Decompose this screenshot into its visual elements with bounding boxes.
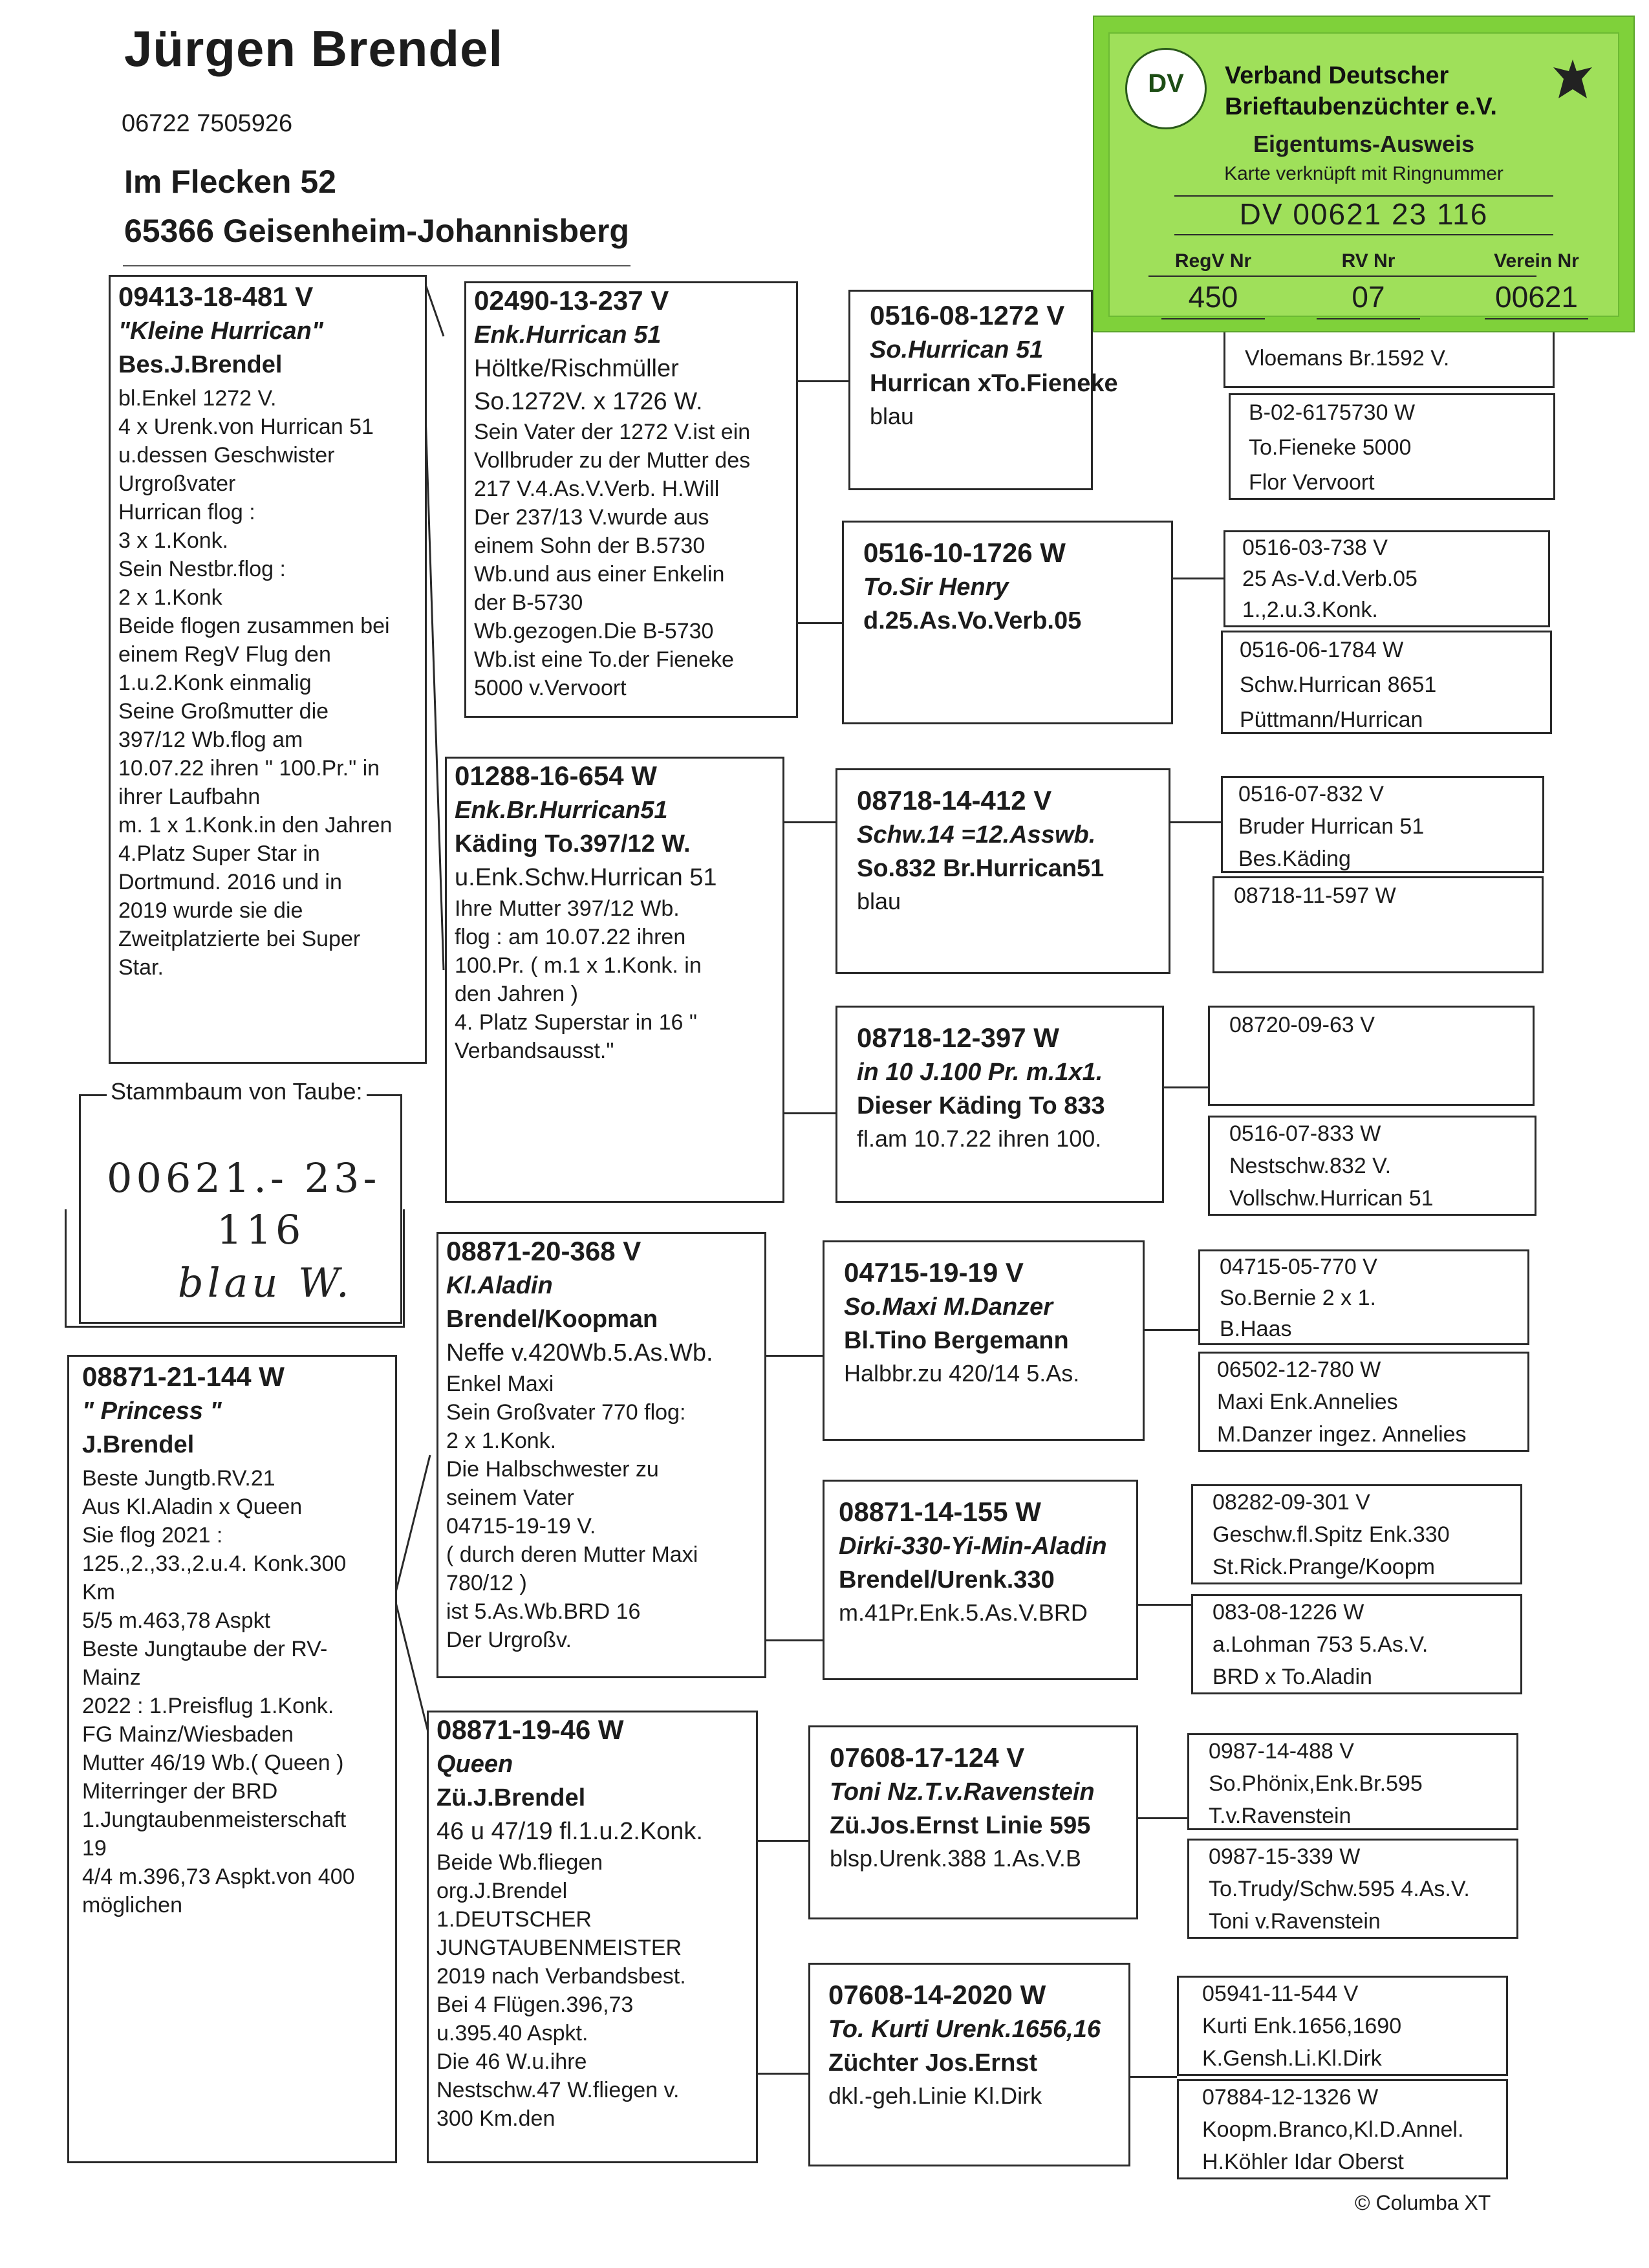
gen4-line: 0987-14-488 V [1209, 1739, 1354, 1764]
gen3-line3: Zü.Jos.Ernst Linie 595 [830, 1812, 1091, 1839]
card-rv-label: RV Nr [1341, 250, 1396, 272]
header-rule [123, 265, 630, 266]
gen4-line: Vloemans Br.1592 V. [1245, 346, 1450, 371]
card-regv-value: 450 [1188, 280, 1238, 314]
note-line: 1.u.2.Konk einmalig [118, 671, 312, 695]
note-line: org.J.Brendel [436, 1879, 568, 1903]
mm-ring: 08871-19-46 W [436, 1714, 624, 1745]
ownership-card [1093, 16, 1635, 332]
note-line: Die Halbschwester zu [446, 1457, 659, 1482]
note-line: einem RegV Flug den [118, 642, 331, 667]
gen3-card [808, 1963, 1130, 2166]
note-line: Wb.gezogen.Die B-5730 [474, 619, 714, 643]
handwritten-color-sex: blau W. [178, 1259, 353, 1306]
gen4-line: Nestschw.832 V. [1229, 1154, 1392, 1178]
gen4-line: So.Phönix,Enk.Br.595 [1209, 1771, 1423, 1796]
gen4-line: 25 As-V.d.Verb.05 [1242, 567, 1417, 591]
note-line: 780/12 ) [446, 1571, 527, 1595]
note-line: So.1272V. x 1726 W. [474, 388, 703, 415]
note-line: 10.07.22 ihren " 100.Pr." in [118, 756, 380, 781]
note-line: 125.,2.,33.,2.u.4. Konk.300 [82, 1551, 347, 1576]
note-line: Sein Vater der 1272 V.ist ein [474, 420, 751, 444]
father-card [109, 275, 427, 1064]
gen3-ring: 07608-14-2020 W [828, 1980, 1046, 2010]
gen4-line: 0516-07-832 V [1238, 782, 1384, 806]
note-line: ist 5.As.Wb.BRD 16 [446, 1599, 641, 1624]
card-verein-label: Verein Nr [1494, 250, 1579, 272]
gen3-card [842, 521, 1173, 724]
owner-street: Im Flecken 52 [124, 164, 336, 200]
father-ring: 09413-18-481 V [118, 281, 314, 312]
note-line: 300 Km.den [436, 2106, 555, 2131]
note-line: Zweitplatzierte bei Super [118, 927, 361, 951]
note-line: 2 x 1.Konk. [446, 1429, 557, 1453]
note-line: bl.Enkel 1272 V. [118, 386, 277, 411]
note-line: ihrer Laufbahn [118, 784, 261, 809]
vdb-logo-icon [1125, 48, 1207, 129]
note-line: Sein Nestbr.flog : [118, 557, 286, 581]
gen4-line: Geschw.fl.Spitz Enk.330 [1212, 1522, 1450, 1547]
gen3-ring: 0516-10-1726 W [863, 537, 1066, 568]
note-line: flog : am 10.07.22 ihren [455, 925, 686, 949]
gen4-line: To.Trudy/Schw.595 4.As.V. [1209, 1877, 1470, 1901]
fm-ring: 01288-16-654 W [455, 761, 657, 791]
note-line: Seine Großmutter die [118, 699, 329, 724]
gen3-name: So.Maxi M.Danzer [844, 1293, 1053, 1321]
gen4-line: T.v.Ravenstein [1209, 1804, 1352, 1828]
card-rule [1148, 275, 1536, 277]
note-line: 4.Platz Super Star in [118, 841, 320, 866]
gen4-card [1229, 393, 1555, 500]
gen4-card [1212, 876, 1544, 973]
gen4-line: So.Bernie 2 x 1. [1220, 1286, 1376, 1310]
gen3-name: Schw.14 =12.Asswb. [857, 821, 1096, 848]
ff-ring: 02490-13-237 V [474, 285, 669, 316]
note-line: Miterringer der BRD [82, 1779, 278, 1804]
gen4-card [1177, 1976, 1508, 2076]
gen4-card [1223, 530, 1550, 627]
note-line: 04715-19-19 V. [446, 1514, 596, 1539]
gen4-line: B-02-6175730 W [1249, 400, 1416, 425]
gen3-note: Halbbr.zu 420/14 5.As. [844, 1360, 1080, 1387]
gen3-note: dkl.-geh.Linie Kl.Dirk [828, 2082, 1042, 2109]
note-line: 2019 wurde sie die [118, 898, 303, 923]
eagle-emblem-icon [1547, 53, 1599, 111]
gen4-line: BRD x To.Aladin [1212, 1665, 1372, 1689]
note-line: u.395.40 Aspkt. [436, 2021, 588, 2046]
note-line: 5000 v.Vervoort [474, 676, 627, 700]
ff-name: Enk.Hurrican 51 [474, 321, 662, 349]
mm-name: Queen [436, 1751, 513, 1778]
note-line: 2 x 1.Konk [118, 585, 222, 610]
gen3-note: m.41Pr.Enk.5.As.V.BRD [839, 1599, 1088, 1626]
gen4-line: To.Fieneke 5000 [1249, 435, 1412, 460]
gen3-line3: Züchter Jos.Ernst [828, 2049, 1038, 2077]
gen4-line: M.Danzer ingez. Annelies [1217, 1422, 1467, 1447]
mother-name: " Princess " [82, 1398, 222, 1425]
note-line: 3 x 1.Konk. [118, 528, 229, 553]
gen3-ring: 07608-17-124 V [830, 1742, 1025, 1773]
ownership-card-inner [1108, 32, 1619, 317]
gen4-line: Toni v.Ravenstein [1209, 1909, 1381, 1934]
gen4-line: 0516-03-738 V [1242, 535, 1388, 560]
gen4-card [1221, 631, 1552, 734]
card-rule [1174, 234, 1553, 235]
stammbaum-cutout-frame [65, 1209, 405, 1328]
gen4-line: B.Haas [1220, 1317, 1292, 1341]
card-rule [1485, 318, 1588, 319]
gen3-line3: Dieser Käding To 833 [857, 1092, 1105, 1119]
gen4-line: 083-08-1226 W [1212, 1600, 1364, 1625]
note-line: Mainz [82, 1665, 141, 1690]
card-regv-label: RegV Nr [1174, 250, 1252, 272]
vdb-logo-text: DV [1148, 69, 1184, 98]
note-line: Enkel Maxi [446, 1372, 554, 1396]
note-line: Beide flogen zusammen bei [118, 614, 390, 638]
note-line: 19 [82, 1836, 107, 1861]
note-line: 2019 nach Verbandsbest. [436, 1964, 686, 1989]
gen4-line: 04715-05-770 V [1220, 1255, 1377, 1279]
ff-owner: Höltke/Rischmüller [474, 355, 679, 382]
gen3-note: blau [857, 888, 901, 914]
owner-name: Jürgen Brendel [124, 20, 504, 77]
note-line: Die 46 W.u.ihre [436, 2049, 587, 2074]
note-line: 217 V.4.As.V.Verb. H.Will [474, 477, 720, 501]
card-ring-number: DV 00621 23 116 [1239, 197, 1489, 231]
gen3-line3: Hurrican xTo.Fieneke [870, 370, 1118, 397]
gen4-line: H.Köhler Idar Oberst [1202, 2150, 1404, 2174]
copyright: © Columba XT [1355, 2191, 1491, 2214]
note-line: 4 x Urenk.von Hurrican 51 [118, 415, 374, 439]
gen3-name: To.Sir Henry [863, 574, 1009, 601]
gen3-card [835, 768, 1170, 974]
father-name: "Kleine Hurrican" [118, 318, 323, 345]
note-line: 4/4 m.396,73 Aspkt.von 400 [82, 1864, 355, 1889]
gen4-card [1191, 1484, 1522, 1584]
note-line: Dortmund. 2016 und in [118, 870, 342, 894]
gen4-line: 0987-15-339 W [1209, 1844, 1361, 1869]
note-line: m. 1 x 1.Konk.in den Jahren [118, 813, 393, 837]
gen3-name: in 10 J.100 Pr. m.1x1. [857, 1059, 1103, 1086]
gen4-line: 08720-09-63 V [1229, 1013, 1375, 1037]
note-line: 1.DEUTSCHER [436, 1907, 592, 1932]
gen4-line: Püttmann/Hurrican [1240, 707, 1423, 732]
mf-card [436, 1232, 766, 1678]
note-line: Wb.und aus einer Enkelin [474, 562, 725, 587]
gen4-card [1187, 1839, 1518, 1939]
gen4-line: Schw.Hurrican 8651 [1240, 673, 1437, 697]
gen3-note: blsp.Urenk.388 1.As.V.B [830, 1845, 1081, 1872]
gen4-line: Bruder Hurrican 51 [1238, 814, 1425, 839]
note-line: Mutter 46/19 Wb.( Queen ) [82, 1751, 344, 1775]
gen4-line: 0516-07-833 W [1229, 1121, 1381, 1146]
note-line: 5/5 m.463,78 Aspkt [82, 1608, 271, 1633]
gen4-card [1177, 2079, 1508, 2179]
note-line: JUNGTAUBENMEISTER [436, 1936, 682, 1960]
gen3-card [823, 1480, 1138, 1680]
gen4-line: 08718-11-597 W [1234, 883, 1396, 908]
mm-card [427, 1711, 758, 2163]
gen3-line3: So.832 Br.Hurrican51 [857, 855, 1105, 882]
father-owner: Bes.J.Brendel [118, 351, 283, 378]
gen3-name: To. Kurti Urenk.1656,16 [828, 2016, 1101, 2043]
card-rule [1161, 318, 1265, 319]
owner-phone: 06722 7505926 [122, 110, 293, 137]
note-line: 397/12 Wb.flog am [118, 728, 303, 752]
note-line: Bei 4 Flügen.396,73 [436, 1993, 634, 2017]
handwritten-ring-line1: 00621.- 23- [107, 1154, 381, 1202]
gen3-ring: 08718-14-412 V [857, 785, 1052, 815]
mf-owner: Brendel/Koopman [446, 1306, 658, 1333]
fm-owner: Käding To.397/12 W. [455, 830, 691, 858]
gen4-line: 05941-11-544 V [1202, 1982, 1359, 2006]
note-line: der B-5730 [474, 590, 583, 615]
note-line: Wb.ist eine To.der Fieneke [474, 647, 734, 672]
gen4-line: Kurti Enk.1656,1690 [1202, 2014, 1402, 2038]
note-line: Beste Jungtb.RV.21 [82, 1466, 275, 1491]
note-line: Vollbruder zu der Mutter des [474, 448, 751, 473]
fm-card [445, 757, 784, 1203]
mother-owner: J.Brendel [82, 1431, 195, 1458]
note-line: FG Mainz/Wiesbaden [82, 1722, 294, 1747]
gen4-line: 07884-12-1326 W [1202, 2085, 1379, 2110]
note-line: Verbandsausst." [455, 1039, 614, 1063]
note-line: Star. [118, 955, 164, 980]
ff-card [464, 281, 798, 718]
note-line: Sein Großvater 770 flog: [446, 1400, 686, 1425]
gen4-card [1187, 1733, 1518, 1830]
note-line: Ihre Mutter 397/12 Wb. [455, 896, 680, 921]
gen3-ring: 04715-19-19 V [844, 1257, 1024, 1288]
mother-card [67, 1355, 397, 2163]
mother-notes [82, 1464, 382, 1919]
gen4-line: Vollschw.Hurrican 51 [1229, 1186, 1434, 1211]
note-line: 1.Jungtaubenmeisterschaft [82, 1808, 347, 1832]
note-line: 2022 : 1.Preisflug 1.Konk. [82, 1694, 334, 1718]
gen3-ring: 08718-12-397 W [857, 1022, 1059, 1053]
note-line: Nestschw.47 W.fliegen v. [436, 2078, 680, 2102]
note-line: 100.Pr. ( m.1 x 1.Konk. in [455, 953, 702, 978]
note-line: u.Enk.Schw.Hurrican 51 [455, 864, 717, 891]
gen3-card [835, 1006, 1164, 1203]
note-line: Km [82, 1580, 115, 1604]
card-rv-value: 07 [1352, 280, 1385, 314]
note-line: u.dessen Geschwister [118, 443, 335, 468]
gen4-line: Maxi Enk.Annelies [1217, 1390, 1398, 1414]
gen4-line: 08282-09-301 V [1212, 1490, 1370, 1515]
gen4-line: 0516-06-1784 W [1240, 638, 1404, 662]
gen3-note: fl.am 10.7.22 ihren 100. [857, 1125, 1102, 1152]
card-org-line2: Brieftaubenzüchter e.V. [1225, 93, 1497, 120]
gen4-card [1198, 1352, 1529, 1452]
gen4-line: K.Gensh.Li.Kl.Dirk [1202, 2046, 1382, 2071]
gen3-card [823, 1240, 1145, 1441]
gen4-line: Bes.Käding [1238, 847, 1351, 871]
note-line: Der 237/13 V.wurde aus [474, 505, 709, 530]
note-line: Beste Jungtaube der RV- [82, 1637, 328, 1661]
card-title: Eigentums-Ausweis [1253, 131, 1475, 157]
father-notes [118, 384, 417, 982]
card-rule [1317, 318, 1420, 319]
gen3-name: Toni Nz.T.v.Ravenstein [830, 1778, 1095, 1806]
note-line: 4. Platz Superstar in 16 " [455, 1010, 697, 1035]
note-line: seinem Vater [446, 1485, 574, 1510]
gen3-note: blau [870, 403, 914, 429]
gen3-line3: Brendel/Urenk.330 [839, 1566, 1055, 1593]
gen3-card [848, 290, 1118, 490]
note-line: Neffe v.420Wb.5.As.Wb. [446, 1339, 713, 1366]
note-line: Beide Wb.fliegen [436, 1850, 603, 1875]
mother-ring: 08871-21-144 W [82, 1361, 285, 1392]
gen4-card [1208, 1006, 1535, 1106]
note-line: einem Sohn der B.5730 [474, 534, 706, 558]
gen3-name: So.Hurrican 51 [870, 336, 1044, 363]
gen4-line: Koopm.Branco,Kl.D.Annel. [1202, 2117, 1464, 2142]
gen4-card [1198, 1249, 1529, 1345]
note-line: Urgroßvater [118, 471, 236, 496]
gen3-ring: 0516-08-1272 V [870, 300, 1065, 330]
note-line: Hurrican flog : [118, 500, 255, 524]
gen3-line3: d.25.As.Vo.Verb.05 [863, 607, 1082, 634]
mm-owner: Zü.J.Brendel [436, 1784, 586, 1811]
gen3-card [808, 1725, 1138, 1919]
card-org-line1: Verband Deutscher [1225, 62, 1449, 89]
stammbaum-label: Stammbaum von Taube: [107, 1078, 367, 1105]
gen4-card [1191, 1594, 1522, 1694]
gen4-line: a.Lohman 753 5.As.V. [1212, 1632, 1428, 1657]
fm-name: Enk.Br.Hurrican51 [455, 797, 668, 824]
handwritten-ring-line2: 116 [217, 1206, 305, 1253]
note-line: Der Urgroßv. [446, 1628, 572, 1652]
note-line: den Jahren ) [455, 982, 578, 1006]
note-line: 46 u 47/19 fl.1.u.2.Konk. [436, 1818, 703, 1845]
gen4-card [1221, 776, 1544, 873]
gen4-line: 1.,2.u.3.Konk. [1242, 598, 1378, 622]
gen4-line: St.Rick.Prange/Koopm [1212, 1555, 1435, 1579]
note-line: möglichen [82, 1893, 182, 1917]
mf-ring: 08871-20-368 V [446, 1236, 641, 1266]
mf-name: Kl.Aladin [446, 1272, 553, 1299]
gen3-line3: Bl.Tino Bergemann [844, 1327, 1069, 1354]
gen3-name: Dirki-330-Yi-Min-Aladin [839, 1533, 1107, 1560]
gen4-line: 06502-12-780 W [1217, 1357, 1381, 1382]
card-subtitle: Karte verknüpft mit Ringnummer [1224, 163, 1503, 184]
gen4-card [1208, 1116, 1536, 1216]
gen3-ring: 08871-14-155 W [839, 1496, 1041, 1527]
note-line: Aus Kl.Aladin x Queen [82, 1495, 303, 1519]
note-line: Sie flog 2021 : [82, 1523, 223, 1548]
gen4-line: Flor Vervoort [1249, 470, 1375, 495]
note-line: ( durch deren Mutter Maxi [446, 1542, 698, 1567]
owner-city: 65366 Geisenheim-Johannisberg [124, 213, 629, 249]
card-verein-value: 00621 [1495, 280, 1578, 314]
